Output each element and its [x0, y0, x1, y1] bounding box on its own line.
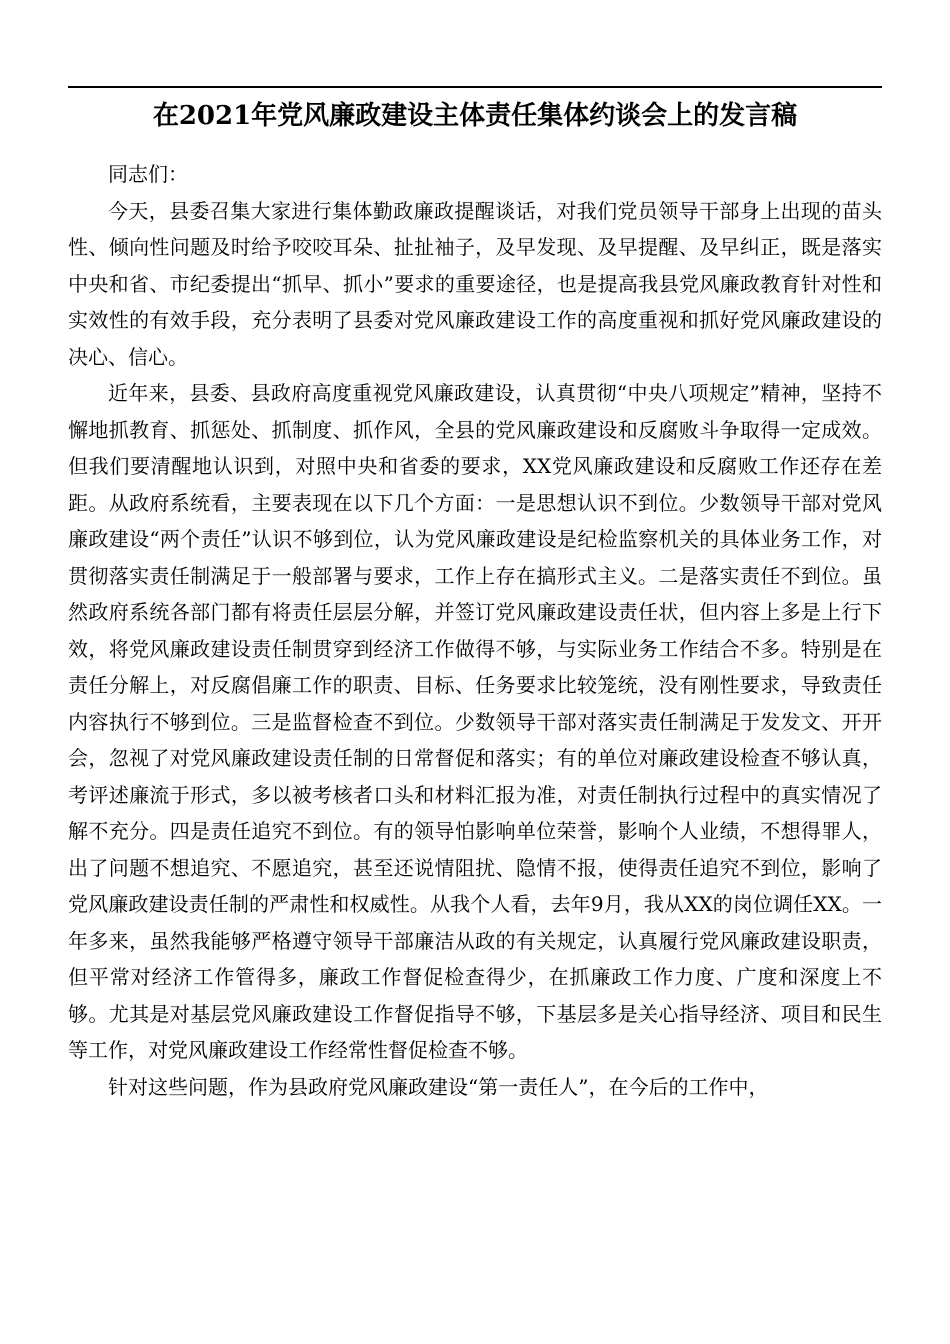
salutation: 同志们： [108, 162, 188, 186]
paragraph-measures: 针对这些问题，作为县政府党风廉政建设“第一责任人”，在今后的工作中， [108, 1074, 769, 1099]
document-title: 在2021年党风廉政建设主体责任集体约谈会上的发言稿 [152, 101, 798, 131]
document-body [68, 156, 882, 1105]
header-rule [68, 86, 882, 88]
paragraph-opening: 今天，县委召集大家进行集体勤政廉政提醒谈话，对我们党员领导干部身上出现的苗头性、倾向性问题及时给予咬咬耳朵、扯扯袖子，及早发现、及早提醒、及早纠正，既是落实中央和省、市纪委提出“抓早、抓小”要求的重要途径，也是提高我县党风廉政教育针对性和实效性的有效手段，充分表明了县委对党风廉政建设工作的高度重视和抓好党风廉政建设的决心、信心。 [68, 198, 882, 369]
paragraph-problems: 近年来，县委、县政府高度重视党风廉政建设，认真贯彻“中央八项规定”精神，坚持不懈地抓教育、抓惩处、抓制度、抓作风，全县的党风廉政建设和反腐败斗争取得一定成效。但我们要清醒地认识到，对照中央和省委的要求，XX党风廉政建设和反腐败工作还存在差距。从政府系统看，主要表现在以下几个方面：一是思想认识不到位。少数领导干部对党风廉政建设“两个责任”认识不够到位，认为党风廉政建设是纪检监察机关的具体业务工作，对贯彻落实责任制满足于一般部署与要求，工作上存在搞形式主义。二是落实责任不到位。虽然政府系统各部门都有将责任层层分解，并签订党风廉政建设责任状，但内容上多是上行下效，将党风廉政建设责任制贯穿到经济工作做得不够，与实际业务工作结合不多。特别是在责任分解上，对反腐倡廉工作的职责、目标、任务要求比较笼统，没有刚性要求，导致责任内容执行不够到位。三是监督检查不到位。少数领导干部对落实责任制满足于发发文、开开会，忽视了对党风廉政建设责任制的日常督促和落实；有的单位对廉政建设检查不够认真，考评述廉流于形式，多以被考核者口头和材料汇报为准，对责任制执行过程中的真实情况了解不充分。四是责任追究不到位。有的领导怕影响单位荣誉，影响个人业绩，不想得罪人，出了问题不想追究、不愿追究，甚至还说情阻扰、隐情不报，使得责任追究不到位，影响了党风廉政建设责任制的严肃性和权威性。从我个人看，去年9月，我从XX的岗位调任XX。一年多来，虽然我能够严格遵守领导干部廉洁从政的有关规定，认真履行党风廉政建设职责，但平常对经济工作管得多，廉政工作督促检查得少，在抓廉政工作力度、广度和深度上不够。尤其是对基层党风廉政建设工作督促指导不够，下基层多是关心指导经济、项目和民生等工作，对党风廉政建设工作经常性督促检查不够。 [68, 381, 882, 1062]
